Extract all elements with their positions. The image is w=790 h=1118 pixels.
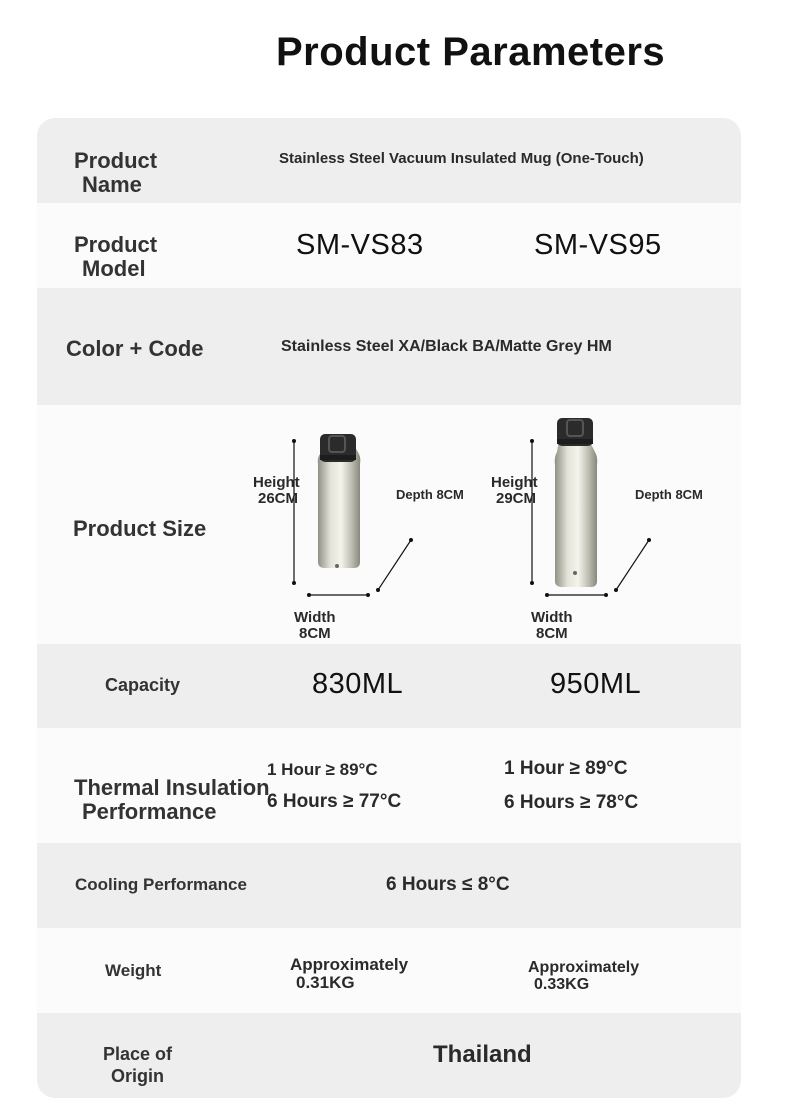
weight-left-2: 0.31KG <box>296 973 355 992</box>
product-name-label-1: Product <box>74 148 158 173</box>
bottle-left-icon <box>318 434 361 568</box>
row-product-model <box>37 203 741 288</box>
thermal-right-2: 6 Hours ≥ 78°C <box>504 792 639 813</box>
model-left: SM-VS83 <box>296 229 424 261</box>
weight-label: Weight <box>105 961 162 980</box>
right-height-value: 29CM <box>496 490 537 507</box>
left-height-label: Height <box>253 474 300 491</box>
right-height-label: Height <box>491 474 538 491</box>
thermal-right-1: 1 Hour ≥ 89°C <box>504 758 628 779</box>
weight-right-1: Approximately <box>528 959 640 976</box>
color-code-value: Stainless Steel XA/Black BA/Matte Grey HM <box>281 338 612 355</box>
row-color-code <box>37 288 741 405</box>
left-depth: Depth 8CM <box>396 487 464 502</box>
color-code-label: Color + Code <box>66 336 204 361</box>
page-title: Product Parameters <box>276 30 666 74</box>
product-name-value: Stainless Steel Vacuum Insulated Mug (One-Touch) <box>279 150 644 167</box>
right-width-value: 8CM <box>536 625 568 642</box>
origin-value: Thailand <box>433 1041 532 1068</box>
row-product-name <box>37 118 741 203</box>
cooling-value: 6 Hours ≤ 8°C <box>386 874 510 895</box>
model-right: SM-VS95 <box>534 229 662 261</box>
weight-right-2: 0.33KG <box>534 976 590 993</box>
capacity-label: Capacity <box>105 675 181 695</box>
bottle-illustrations <box>37 405 741 644</box>
product-model-label-2: Model <box>82 256 146 281</box>
right-depth: Depth 8CM <box>635 487 703 502</box>
product-size-label: Product Size <box>73 516 207 541</box>
thermal-left-2: 6 Hours ≥ 77°C <box>267 791 402 812</box>
thermal-label-1: Thermal Insulation <box>74 775 270 800</box>
left-height-value: 26CM <box>258 490 299 507</box>
capacity-left: 830ML <box>312 668 404 700</box>
bottle-right-icon <box>555 418 598 587</box>
row-product-size <box>37 405 741 644</box>
capacity-right: 950ML <box>550 668 642 700</box>
weight-left-1: Approximately <box>290 955 409 974</box>
row-cooling-performance <box>37 843 741 928</box>
left-width-label: Width <box>294 609 336 626</box>
row-thermal-insulation <box>37 728 741 843</box>
left-width-value: 8CM <box>299 625 331 642</box>
row-capacity <box>37 644 741 728</box>
cooling-label: Cooling Performance <box>75 875 247 894</box>
row-place-of-origin <box>37 1013 741 1098</box>
parameters-table <box>37 118 741 1098</box>
thermal-label-2: Performance <box>82 799 217 824</box>
row-weight <box>37 928 741 1013</box>
origin-label-2: Origin <box>111 1066 164 1086</box>
product-name-label-2: Name <box>82 172 142 197</box>
origin-label-1: Place of <box>103 1044 173 1064</box>
thermal-left-1: 1 Hour ≥ 89°C <box>267 760 378 779</box>
product-model-label-1: Product <box>74 232 158 257</box>
right-width-label: Width <box>531 609 573 626</box>
